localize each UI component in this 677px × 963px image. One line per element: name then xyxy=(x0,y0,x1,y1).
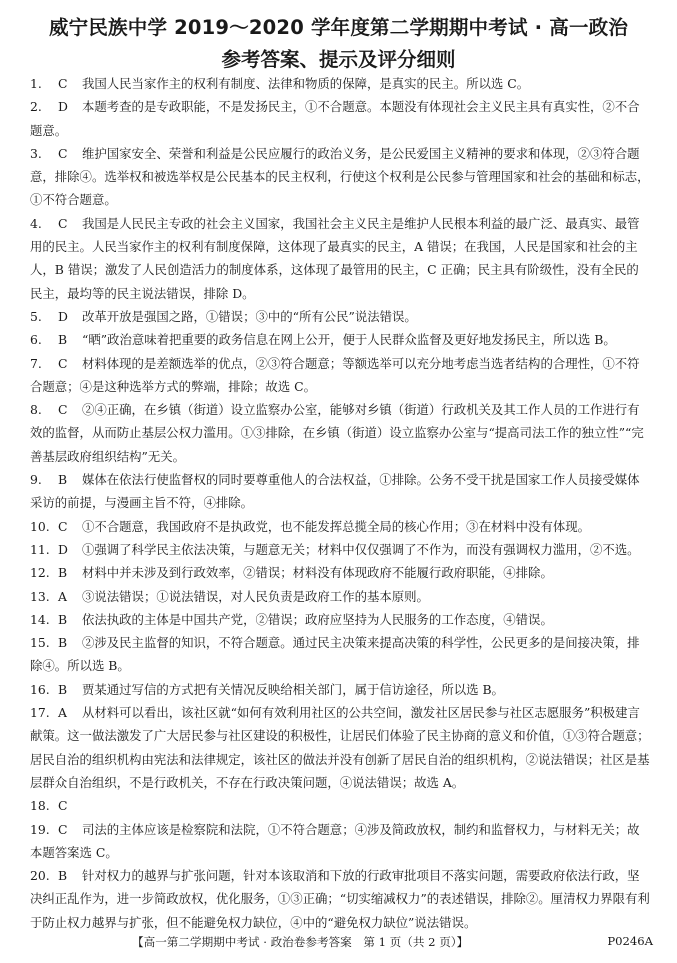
answer-item xyxy=(30,142,650,212)
answer-item xyxy=(30,538,650,561)
answer-explanation: 本题考查的是专政职能，不是发扬民主，①不合题意。本题没有体现社会主义民主具有真实性，②不合题意。 xyxy=(30,99,640,138)
answer-choice: C xyxy=(58,76,68,91)
answer-item xyxy=(30,212,650,305)
answer-explanation: 材料中并未涉及到行政效率，②错误；材料没有体现政府不能履行政府职能，④排除。 xyxy=(82,565,553,581)
answer-list xyxy=(30,72,650,934)
answer-explanation: 改革开放是强国之路，①错误；③中的“所有公民”说法错误。 xyxy=(82,308,417,324)
answer-choice: C xyxy=(58,518,68,534)
page-title: 威宁民族中学 2019～2020 学年度第二学期期中考试 · 高一政治 xyxy=(48,16,629,39)
answer-item xyxy=(30,328,650,351)
question-number: 3. xyxy=(30,145,42,161)
answer-explanation: 针对权力的越界与扩张问题，针对本该取消和下放的行政审批项目不落实问题，需要政府依法行政，坚决纠正乱作为，进一步简政放权，优化服务，①③正确；“切实缩减权力”的表述错误，排除②。厘清权力界限有利于防止权力越界与扩张，但不能避免权力缺位，④中的“避免权力缺位”说法错误。 xyxy=(30,868,650,930)
answer-choice: C xyxy=(58,215,68,231)
answer-item xyxy=(30,72,650,95)
answer-item xyxy=(30,585,650,608)
answer-item xyxy=(30,468,650,515)
answer-item xyxy=(30,398,650,468)
question-number: 6. xyxy=(30,332,42,348)
question-number: 20. xyxy=(30,868,50,884)
question-number: 19. xyxy=(30,821,50,837)
answer-item xyxy=(30,95,650,142)
answer-choice: C xyxy=(58,145,68,161)
answer-choice: B xyxy=(58,332,68,348)
question-number: 16. xyxy=(30,681,50,697)
question-number: 4. xyxy=(30,215,42,231)
question-number: 10. xyxy=(30,518,50,534)
answer-item xyxy=(30,864,650,934)
question-number: 5. xyxy=(30,308,42,324)
answer-explanation: ①不合题意，我国政府不是执政党，也不能发挥总揽全局的核心作用；③在材料中没有体现。 xyxy=(82,518,591,534)
answer-explanation: 司法的主体应该是检察院和法院，①不符合题意；④涉及简政放权，制约和监督权力，与材料无关；故本题答案选 C。 xyxy=(30,821,640,860)
answer-explanation: ②④正确，在乡镇（街道）设立监察办公室，能够对乡镇（街道）行政机关及其工作人员的工作进行有效的监督，从而防止基层公权力滥用。①③排除，在乡镇（街道）设立监察办公室与“提高司法工作的独立性”“完善基层政府组织结构”无关。 xyxy=(30,402,644,464)
answer-explanation: ①强调了科学民主依法决策，与题意无关；材料中仅仅强调了不作为，而没有强调权力滥用，②不选。 xyxy=(82,541,640,557)
answer-explanation: 依法执政的主体是中国共产党，②错误；政府应坚持为人民服务的工作态度，④错误。 xyxy=(82,611,553,627)
answer-choice: C xyxy=(58,821,68,837)
question-number: 9. xyxy=(30,472,42,488)
answer-choice: B xyxy=(58,635,68,651)
answer-choice: A xyxy=(58,588,67,604)
answer-explanation: 我国人民当家作主的权利有制度、法律和物质的保障，是真实的民主。所以选 C。 xyxy=(82,76,530,91)
answer-choice: B xyxy=(58,565,68,581)
answer-choice: D xyxy=(58,541,68,557)
answer-item xyxy=(30,818,650,865)
answer-explanation: 材料体现的是差额选举的优点，②③符合题意；等额选举可以充分地考虑当选者结构的合理性，①不符合题意；④是这种选举方式的弊端，排除；故选 C。 xyxy=(30,355,640,394)
page-subtitle: 参考答案、提示及评分细则 xyxy=(221,48,456,71)
question-number: 2. xyxy=(30,99,42,115)
answer-item xyxy=(30,352,650,399)
answer-choice: D xyxy=(58,308,68,324)
answer-choice: D xyxy=(58,99,68,115)
answer-item xyxy=(30,701,650,794)
paper-code: P0246A xyxy=(607,934,653,948)
answer-explanation: ③说法错误；①说法错误，对人民负责是政府工作的基本原则。 xyxy=(82,588,429,604)
answer-choice: C xyxy=(58,798,68,814)
answer-item xyxy=(30,515,650,538)
answer-choice: B xyxy=(58,472,68,488)
answer-choice: A xyxy=(58,705,67,721)
answer-choice: C xyxy=(58,402,68,418)
question-number: 18. xyxy=(30,798,50,814)
answer-explanation: “晒”政治意味着把重要的政务信息在网上公开，便于人民群众监督及更好地发扬民主，所以选 B。 xyxy=(82,332,616,348)
answer-choice: B xyxy=(58,681,68,697)
answer-item xyxy=(30,794,650,817)
question-number: 15. xyxy=(30,635,50,651)
question-number: 12. xyxy=(30,565,50,581)
footer-label: 【高一第二学期期中考试 · 政治卷参考答案 第 1 页（共 2 页）】 xyxy=(132,935,469,949)
answer-choice: B xyxy=(58,611,68,627)
question-number: 17. xyxy=(30,705,50,721)
question-number: 8. xyxy=(30,402,42,418)
question-number: 13. xyxy=(30,588,50,604)
answer-item xyxy=(30,678,650,701)
question-number: 7. xyxy=(30,355,42,371)
answer-explanation: 贾某通过写信的方式把有关情况反映给相关部门，属于信访途径，所以选 B。 xyxy=(82,681,504,697)
answer-item xyxy=(30,608,650,631)
answer-item xyxy=(30,561,650,584)
answer-choice: B xyxy=(58,868,68,884)
answer-explanation: ②涉及民主监督的知识，不符合题意。通过民主决策来提高决策的科学性，公民更多的是间接决策，排除④。所以选 B。 xyxy=(30,635,640,674)
answer-item xyxy=(30,305,650,328)
answer-explanation: 媒体在依法行使监督权的同时要尊重他人的合法权益，①排除。公务不受干扰是国家工作人员接受媒体采访的前提，与漫画主旨不符，④排除。 xyxy=(30,472,640,511)
question-number: 11. xyxy=(30,541,50,557)
page-footer xyxy=(0,934,677,954)
question-number: 14. xyxy=(30,611,50,627)
answer-item xyxy=(30,631,650,678)
answer-explanation: 我国是人民民主专政的社会主义国家，我国社会主义民主是维护人民根本利益的最广泛、最真实、最管用的民主。人民当家作主的权利有制度保障，这体现了最真实的民主，A 错误；在我国，人民是国家和社会的主人，B 错误；激发了人民创造活力的制度体系，这体现了最管用的民主，C 正确；民主具有阶级性，没有全民的民主，最均等的民主说法错误，排除 D。 xyxy=(30,215,640,301)
question-number: 1. xyxy=(30,76,42,91)
answer-explanation: 从材料可以看出，该社区就“如何有效利用社区的公共空间，激发社区居民参与社区志愿服务”积极建言献策。这一做法激发了广大居民参与社区建设的积极性，让居民们体验了民主协商的意义和价值，①③符合题意；居民自治的组织机构由宪法和法律规定，该社区的做法并没有创新了居民自治的组织机构，②说法错误；社区是基层群众自治组织，不是行政机关，不存在行政决策问题，④说法错误；故选 A。 xyxy=(30,705,650,790)
answer-explanation: 维护国家安全、荣誉和利益是公民应履行的政治义务，是公民爱国主义精神的要求和体现，②③符合题意，排除④。选举权和被选举权是公民基本的民主权利，行使这个权利是公民参与管理国家和社会的基础和标志，①不符合题意。 xyxy=(30,145,650,208)
answer-choice: C xyxy=(58,355,68,371)
